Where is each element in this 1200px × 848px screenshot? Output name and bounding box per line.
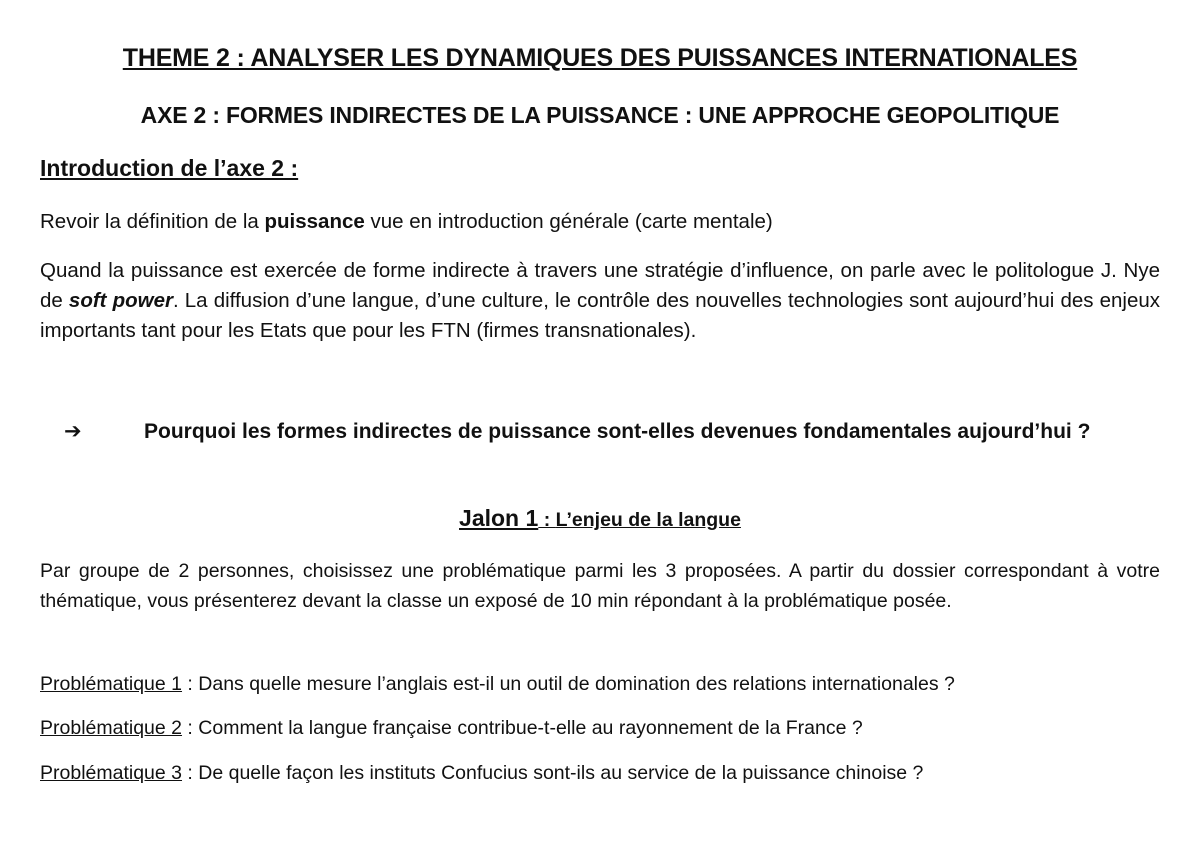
key-question [64,417,1160,447]
problem-item-3 [40,759,1160,787]
problem-label: Problématique 3 [40,762,183,784]
key-question-text: Pourquoi les formes indirectes de puissance sont-elles devenues fondamentales aujourd’hui ? [144,420,1091,443]
problem-label: Problématique 2 [40,717,183,739]
p2-emphasis-term: soft power [68,289,173,312]
jalon-label: Jalon 1 [459,505,539,531]
p2-text-after: . La diffusion d’une langue, d’une culture, le contrôle des nouvelles technologies sont aujourd’hui des enjeux importants tant pour les Etats que pour les FTN (firmes transnationales). [40,289,1161,342]
jalon-separator: : [538,509,556,531]
problem-item-1 [40,670,1160,698]
intro-paragraph-2 [40,256,1160,346]
task-instructions: Par groupe de 2 personnes, choisissez une problématique parmi les 3 proposées. A partir du dossier correspondant à votre thématique, vous présenterez devant la classe un exposé de 10 min répondant à la problématique posée. [40,560,1160,612]
theme-title: THEME 2 : ANALYSER LES DYNAMIQUES DES PUISSANCES INTERNATIONALES [122,44,1078,72]
p1-text-before: Revoir la définition de la [40,210,265,233]
intro-heading: Introduction de l’axe 2 : [40,155,299,181]
axe-title: AXE 2 : FORMES INDIRECTES DE LA PUISSANCE : UNE APPROCHE GEOPOLITIQUE [140,102,1060,128]
intro-paragraph-1 [40,207,1160,237]
problem-text: : Comment la langue française contribue-t-elle au rayonnement de la France ? [182,717,863,739]
arrow-right-icon: ➔ [64,420,82,443]
problem-item-2 [40,714,1160,742]
problem-text: : De quelle façon les instituts Confucius sont-ils au service de la puissance chinoise ? [182,762,924,784]
problem-text: : Dans quelle mesure l’anglais est-il un outil de domination des relations internationales ? [182,673,955,695]
jalon-heading [0,505,1200,532]
jalon-subtitle: L’enjeu de la langue [555,509,741,531]
p1-text-after: vue en introduction générale (carte mentale) [364,210,773,233]
p1-bold-term: puissance [264,210,365,233]
problem-label: Problématique 1 [40,673,183,695]
p2-text-before: Quand la puissance est exercée de forme indirecte à travers une stratégie d’influence, on parle avec le politologue J. Nye de [40,259,1160,312]
